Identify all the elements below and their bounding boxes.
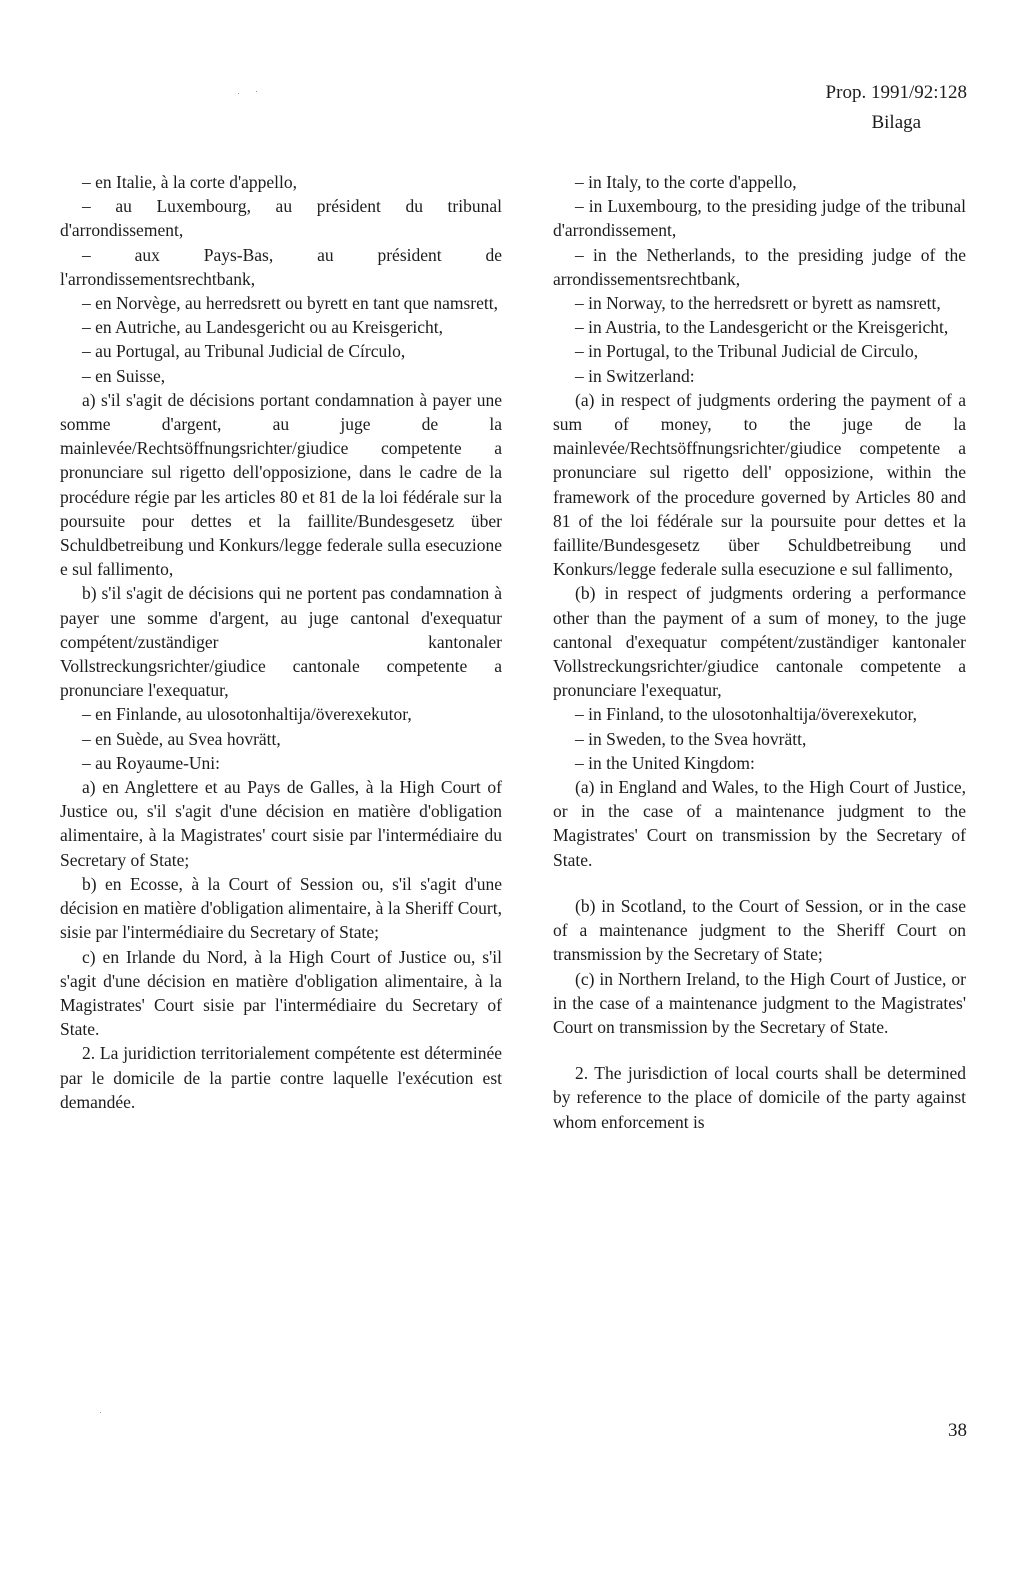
document-reference: Prop. 1991/92:128 bbox=[825, 82, 967, 103]
scan-speck bbox=[100, 1412, 101, 1413]
paragraph: – in Finland, to the ulosotonhaltija/överexekutor, bbox=[575, 704, 917, 725]
paragraph: b) s'il s'agit de décisions qui ne portent pas condamnation à payer une somme d'argent, au juge cantonal d'exequatur compétent/zuständiger kantonaler Vollstreckungsrichter/giudice cantonale competente a pronunciare l'exequatur, bbox=[60, 583, 502, 701]
paragraph: (a) in England and Wales, to the High Court of Justice, or in the case of a maintenance judgment to the Magistrates' Court on transmission by the Secretary of State. bbox=[553, 777, 966, 870]
scan-speck bbox=[238, 93, 239, 94]
paragraph: – en Italie, à la corte d'appello, bbox=[82, 172, 297, 192]
paragraph: – en Suède, au Svea hovrätt, bbox=[82, 728, 281, 749]
paragraph: – in the United Kingdom: bbox=[575, 752, 755, 773]
paragraph: – in Portugal, to the Tribunal Judicial de Circulo, bbox=[575, 341, 919, 362]
paragraph: – in the Netherlands, to the presiding judge of the arrondissementsrechtbank, bbox=[553, 244, 966, 289]
paragraph: (a) in respect of judgments ordering the payment of a sum of money, to the juge de la mainlevée/Rechtsöffnungsrichter/giudice competente a pronunciare sul rigetto dell' opposizione, within the framework of the procedure governed by Articles 80 and 81 of the loi fédérale sur la poursuite pour dettes et la faillite/Bundesgesetz über Schuldbetreibung und Konkurs/legge federale sulla esecuzione e sul fallimento, bbox=[553, 389, 966, 580]
paragraph: – au Portugal, au Tribunal Judicial de Círculo, bbox=[82, 341, 406, 362]
paragraph: – au Luxembourg, au président du tribunal d'arrondissement, bbox=[60, 196, 502, 241]
paragraph: – en Norvège, au herredsrett ou byrett en tant que namsrett, bbox=[82, 293, 498, 314]
paragraph: – au Royaume-Uni: bbox=[82, 752, 221, 773]
paragraph: – in Norway, to the herredsrett or byrett as namsrett, bbox=[575, 293, 941, 314]
paragraph: c) en Irlande du Nord, à la High Court of Justice ou, s'il s'agit d'une décision en matière d'obligation alimentaire, à la Magistrates' Court sisie par l'intermédiaire du Secretary of State. bbox=[60, 946, 502, 1040]
paragraph: – en Autriche, au Landesgericht ou au Kreisgericht, bbox=[82, 317, 444, 338]
document-subtitle: Bilaga bbox=[871, 112, 922, 133]
page-number: 38 bbox=[948, 1420, 967, 1441]
paragraph: (b) in respect of judgments ordering a performance other than the payment of a sum of money, to the juge cantonal d'exequatur compétent/zuständiger kantonaler Vollstreckungsrichter/giudice cantonale competente a pronunciare l'exequatur, bbox=[553, 583, 966, 701]
paragraph: – aux Pays-Bas, au président de l'arrondissementsrechtbank, bbox=[60, 244, 502, 289]
paragraph: – in Austria, to the Landesgericht or the Kreisgericht, bbox=[575, 317, 949, 338]
paragraph: – en Suisse, bbox=[82, 365, 166, 386]
paragraph: a) en Anglettere et au Pays de Galles, à la High Court of Justice ou, s'il s'agit d'une décision en matière d'obligation alimentaire, à la Magistrates' court sisie par l'intermédiaire du Secretary of State; bbox=[60, 777, 502, 870]
english-column bbox=[553, 170, 966, 1134]
paragraph: – en Finlande, au ulosotonhaltija/överexekutor, bbox=[82, 704, 412, 725]
paragraph: – in Sweden, to the Svea hovrätt, bbox=[575, 728, 807, 749]
paragraph: 2. The jurisdiction of local courts shall be determined by reference to the place of domicile of the party against whom enforcement is bbox=[553, 1063, 966, 1132]
paragraph: b) en Ecosse, à la Court of Session ou, s'il s'agit d'une décision en matière d'obligation alimentaire, à la Sheriff Court, sisie par l'intermédiaire du Secretary of State; bbox=[60, 873, 502, 943]
paragraph: – in Italy, to the corte d'appello, bbox=[575, 172, 797, 192]
paragraph: (b) in Scotland, to the Court of Session, or in the case of a maintenance judgment to the Sheriff Court on transmission by the Secretary of State; bbox=[553, 895, 966, 965]
french-column bbox=[60, 170, 502, 1114]
paragraph: – in Luxembourg, to the presiding judge of the tribunal d'arrondissement, bbox=[553, 196, 966, 241]
page-header bbox=[826, 78, 967, 138]
paragraph: (c) in Northern Ireland, to the High Court of Justice, or in the case of a maintenance judgment to the Magistrates' Court on transmission by the Secretary of State. bbox=[553, 968, 966, 1037]
scan-speck bbox=[256, 91, 257, 92]
paragraph: 2. La juridiction territorialement compétente est déterminée par le domicile de la partie contre laquelle l'exécution est demandée. bbox=[60, 1043, 502, 1112]
paragraph: – in Switzerland: bbox=[575, 365, 695, 386]
paragraph: a) s'il s'agit de décisions portant condamnation à payer une somme d'argent, au juge de la mainlevée/Rechtsöffnungsrichter/giudice competente a pronunciare sul rigetto dell'opposizione, dans le cadre de la procédure régie par les articles 80 et 81 de la loi fédérale sur la poursuite pour dettes et la faillite/Bundesgesetz über Schuldbetreibung und Konkurs/legge federale sulla esecuzione e sul fallimento, bbox=[60, 389, 502, 580]
